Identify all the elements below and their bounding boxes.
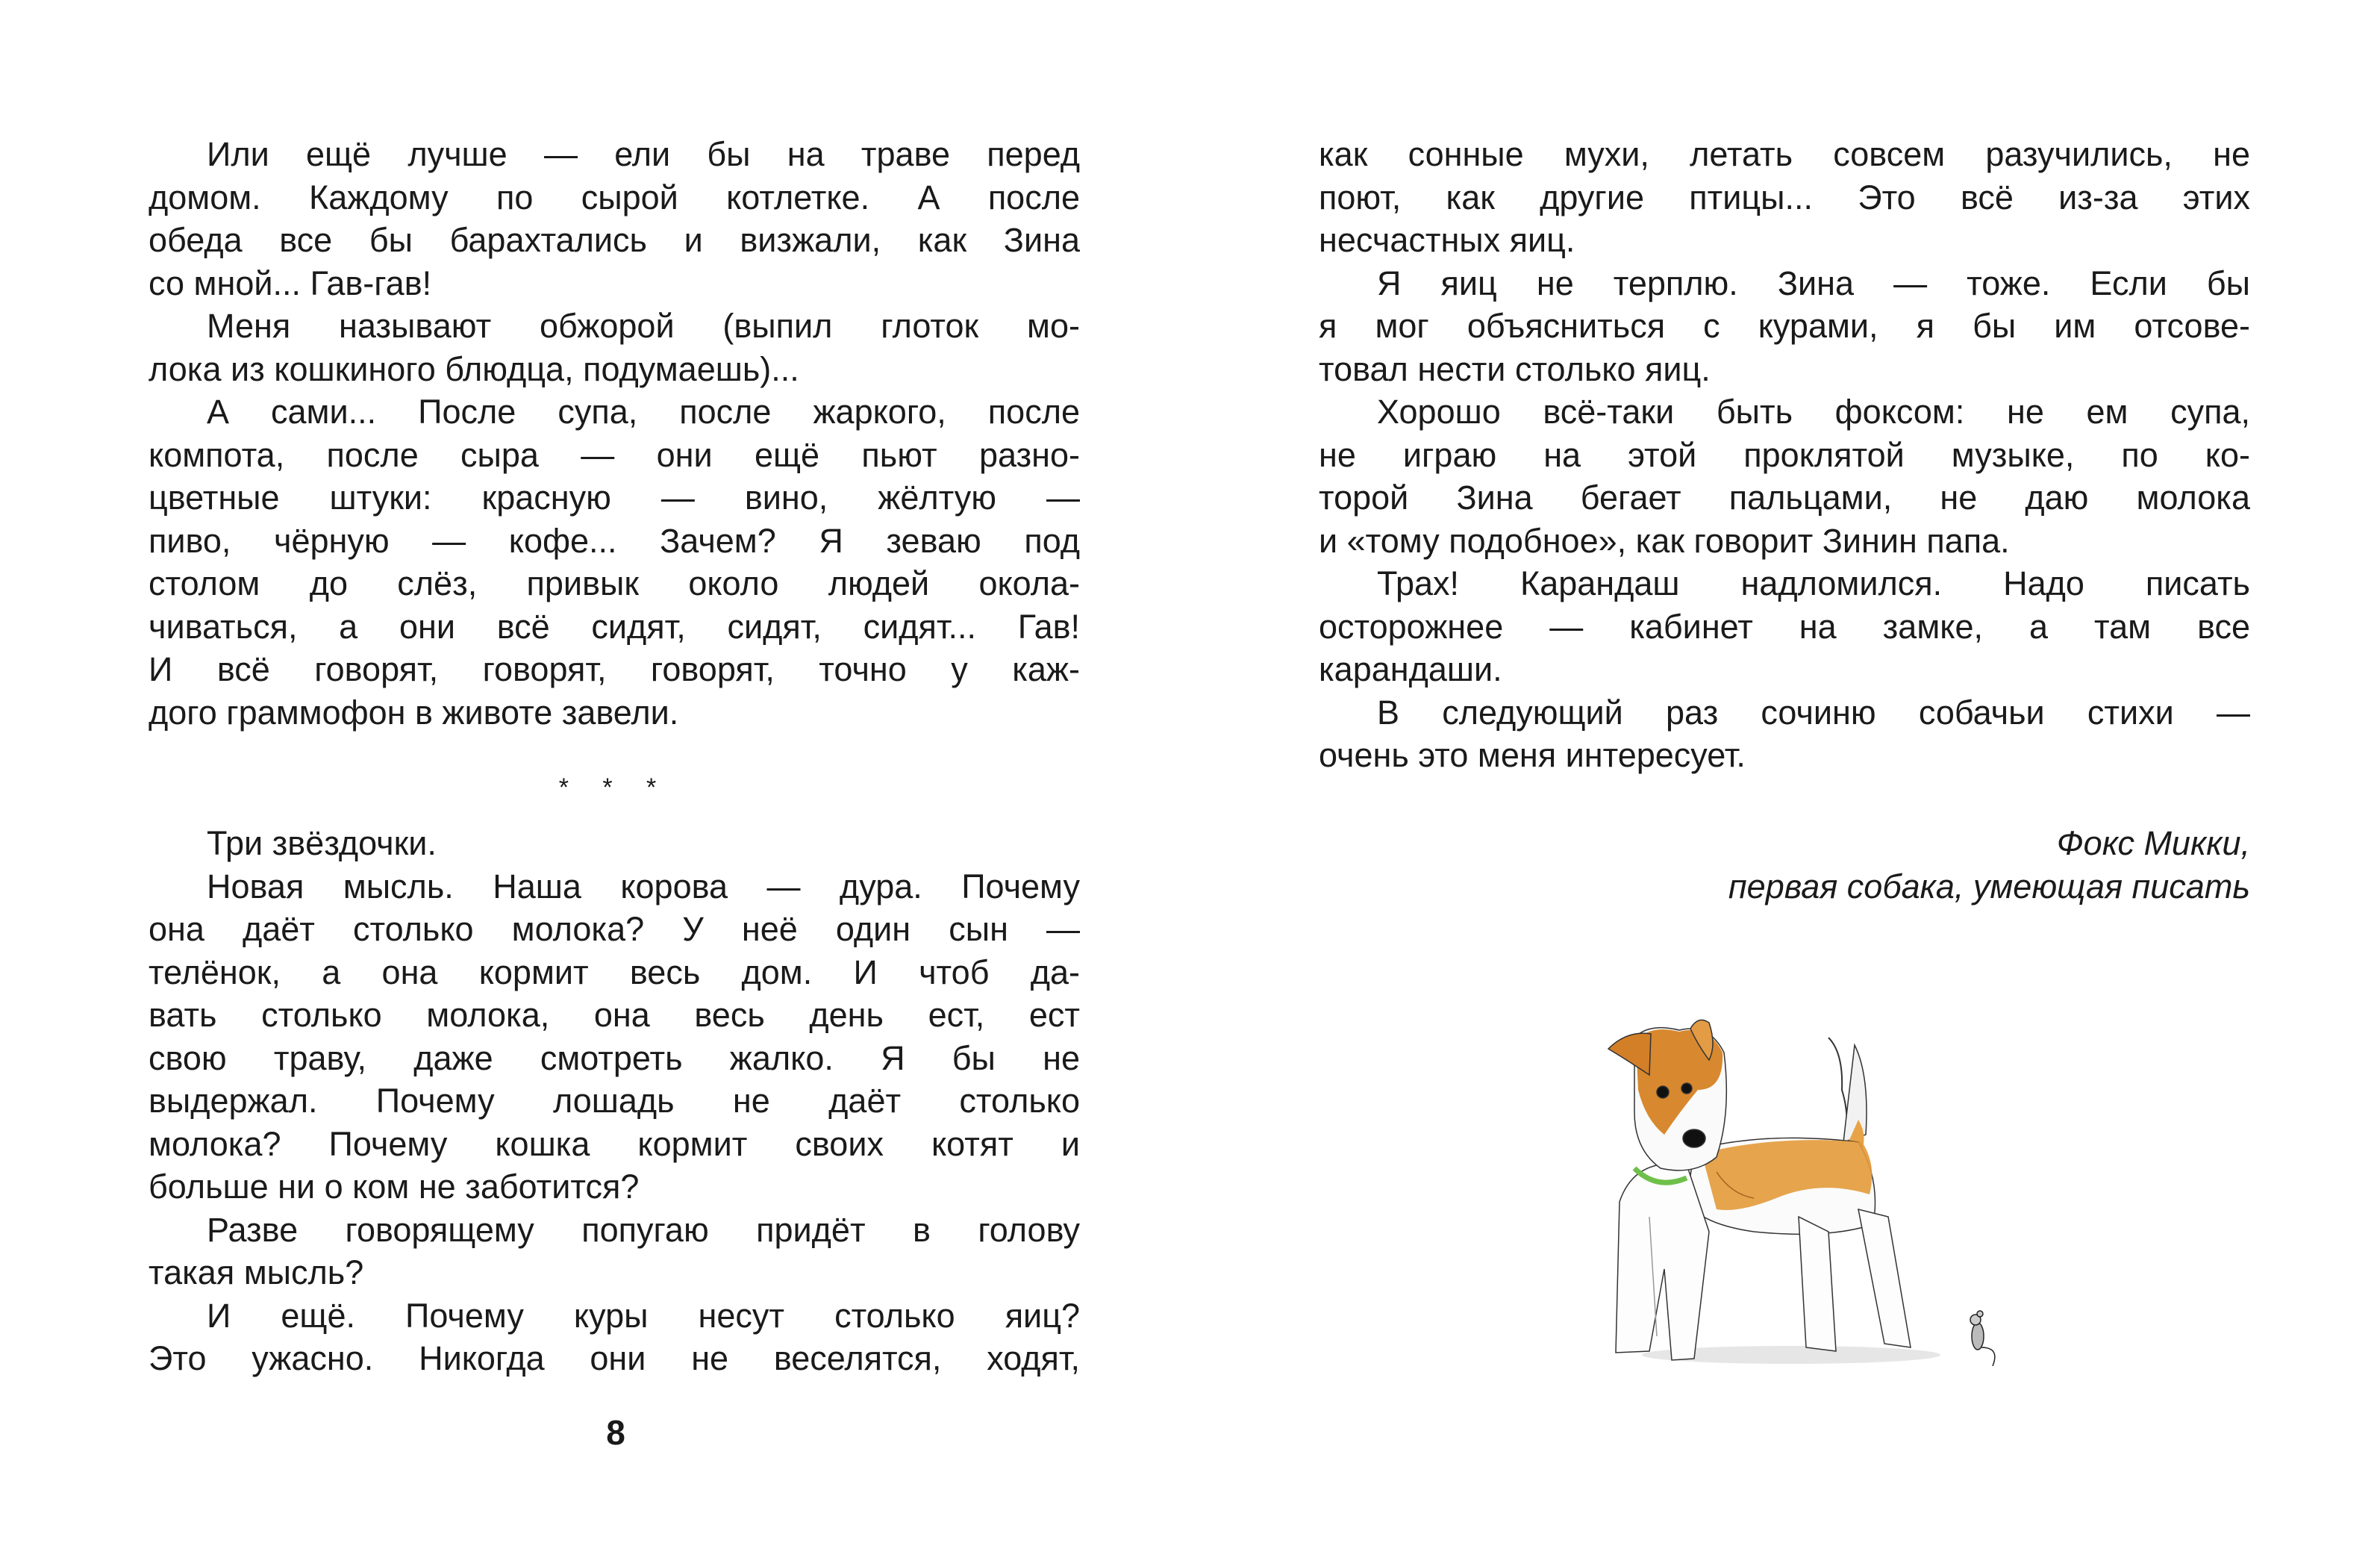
text-line: обеда все бы барахтались и визжали, как Зина xyxy=(149,221,1080,259)
text-line: А сами... После супа, после жаркого, после xyxy=(207,393,1080,431)
paragraph xyxy=(1319,262,2250,391)
text-line: лока из кошкиного блюдца, подумаешь)... xyxy=(149,349,799,388)
text-line: пиво, чёрную — кофе... Зачем? Я зеваю под xyxy=(149,521,1080,560)
right-page-text xyxy=(1319,133,2250,777)
page-number: 8 xyxy=(606,1413,625,1452)
text-line: Трах! Карандаш надломился. Надо писать xyxy=(1377,564,2250,602)
text-line: Три звёздочки. xyxy=(207,824,437,862)
text-line: выдержал. Почему лошадь не даёт столько xyxy=(149,1082,1080,1120)
paragraph xyxy=(149,133,1080,305)
left-page-text-top xyxy=(149,133,1080,734)
text-line: И всё говорят, говорят, говорят, точно у каж- xyxy=(149,650,1080,688)
text-line: я мог объясниться с курами, я бы им отсове- xyxy=(1319,307,2250,345)
text-line: Я яиц не терплю. Зина — тоже. Если бы xyxy=(1377,264,2250,302)
text-line: телёнок, а она кормит весь дом. И чтоб да- xyxy=(149,953,1080,991)
text-line: как сонные мухи, летать совсем разучились, не xyxy=(1319,135,2250,173)
signature-title: первая собака, умеющая писать xyxy=(1728,867,2250,905)
signature xyxy=(1319,822,2250,908)
text-line: торой Зина бегает пальцами, не даю молока xyxy=(1319,479,2250,517)
text-line: свою траву, даже смотреть жалко. Я бы не xyxy=(149,1038,1080,1077)
text-line: цветные штуки: красную — вино, жёлтую — xyxy=(149,479,1080,517)
text-line: компота, после сыра — они ещё пьют разно- xyxy=(149,435,1080,474)
text-line: и «тому подобное», как говорит Зинин папа. xyxy=(1319,521,2010,560)
text-line: такая мысль? xyxy=(149,1253,364,1291)
text-line: Хорошо всё-таки быть фоксом: не ем супа, xyxy=(1377,393,2250,431)
paragraph xyxy=(1319,390,2250,562)
section-separator: * * * xyxy=(558,773,670,802)
text-line: поют, как другие птицы... Это всё из-за этих xyxy=(1319,178,2250,216)
text-line: молока? Почему кошка кормит своих котят и xyxy=(149,1124,1080,1163)
paragraph xyxy=(1319,562,2250,691)
text-line: не играю на этой проклятой музыке, по ко- xyxy=(1319,435,2250,474)
text-line: карандаши. xyxy=(1319,650,1502,688)
text-line: товал нести столько яиц. xyxy=(1319,349,1711,388)
text-line: Это ужасно. Никогда они не веселятся, ходят, xyxy=(149,1339,1080,1377)
text-line: В следующий раз сочиню собачьи стихи — xyxy=(1377,693,2250,732)
paragraph xyxy=(149,305,1080,390)
text-line: Меня называют обжорой (выпил глоток мо- xyxy=(207,307,1080,345)
text-line: Разве говорящему попугаю придёт в голову xyxy=(207,1210,1080,1249)
dog-icon xyxy=(1608,1020,1911,1360)
text-line: очень это меня интересует. xyxy=(1319,736,1746,774)
text-line: осторожнее — кабинет на замке, а там все xyxy=(1319,607,2250,646)
text-line: Новая мысль. Наша корова — дура. Почему xyxy=(207,867,1080,905)
paragraph xyxy=(149,390,1080,734)
text-line: вать столько молока, она весь день ест, ест xyxy=(149,996,1080,1034)
paragraph xyxy=(1319,133,2250,262)
paragraph xyxy=(149,822,1080,865)
text-line: столом до слёз, привык около людей окола- xyxy=(149,564,1080,602)
text-line: со мной... Гав-гав! xyxy=(149,264,432,302)
dog-illustration xyxy=(1605,1008,2052,1366)
text-line: больше ни о ком не заботится? xyxy=(149,1168,640,1206)
text-line: чиваться, а они всё сидят, сидят, сидят... Гав! xyxy=(149,607,1080,646)
paragraph xyxy=(149,1294,1080,1380)
text-line: Или ещё лучше — ели бы на траве перед xyxy=(207,135,1080,173)
signature-name: Фокс Микки, xyxy=(2056,824,2250,862)
text-line: несчастных яиц. xyxy=(1319,221,1575,259)
text-line: домом. Каждому по сырой котлетке. А после xyxy=(149,178,1080,216)
paragraph xyxy=(1319,691,2250,777)
left-page-text-bottom xyxy=(149,822,1080,1380)
paragraph xyxy=(149,865,1080,1209)
text-line: И ещё. Почему куры несут столько яиц? xyxy=(207,1296,1080,1335)
mouse-icon xyxy=(1970,1311,1995,1366)
text-line: она даёт столько молока? У неё один сын — xyxy=(149,910,1080,948)
text-line: дого граммофон в животе завели. xyxy=(149,693,679,732)
paragraph xyxy=(149,1209,1080,1294)
